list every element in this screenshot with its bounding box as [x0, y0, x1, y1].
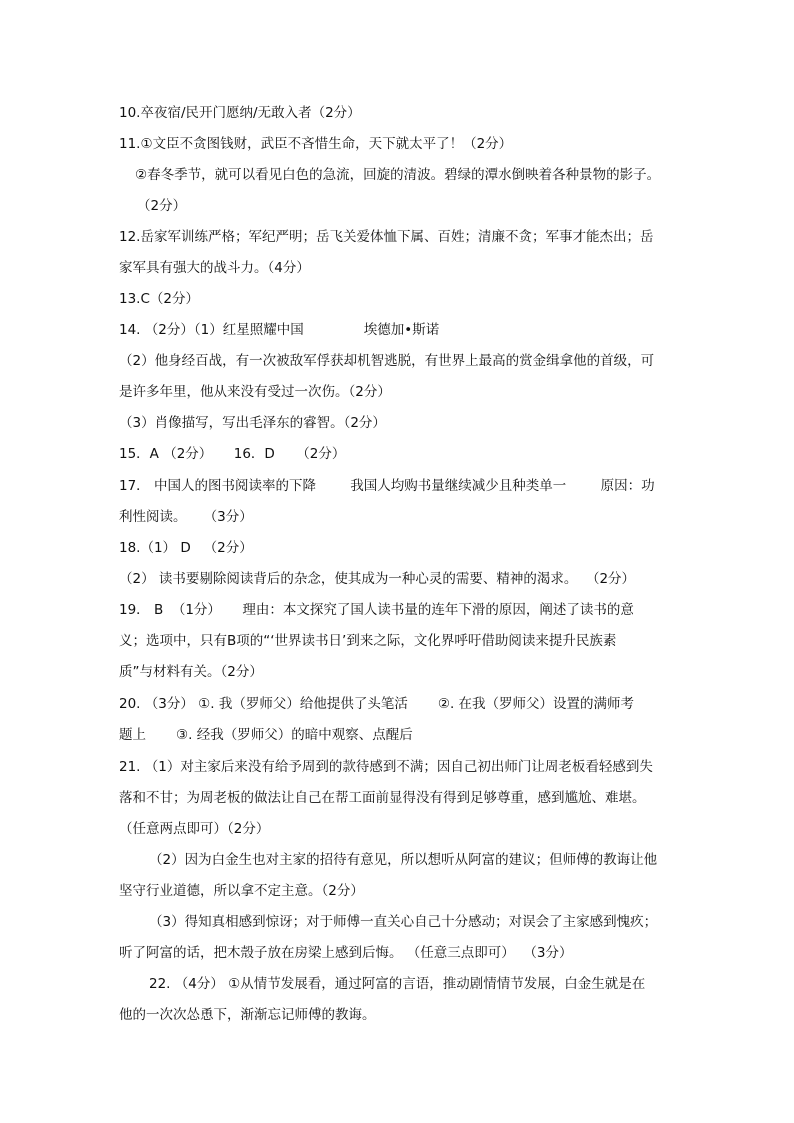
answer-line: （2）他身经百战，有一次被敌军俘获却机智逃脱，有世界上最高的赏金缉拿他的首级，可: [119, 353, 655, 369]
answer-line: 利性阅读。 （3分）: [119, 509, 253, 525]
answer-line: 20. （3分） ①. 我（罗师父）给他提供了头笔活 ②. 在我（罗师父）设置的满师考: [119, 696, 635, 712]
answer-line: 19． B （1分） 理由：本文探究了国人读书量的连年下滑的原因，阐述了读书的意: [119, 602, 634, 618]
answer-line: 10.卒夜宿/民开门愿纳/无敢入者（2分）: [119, 105, 361, 121]
answer-line: 义；选项中，只有B项的“‘世界读书日’到来之际，文化界呼吁借助阅读来提升民族素: [119, 633, 617, 649]
answer-line: （2分）: [137, 198, 187, 214]
answer-line: 听了阿富的话，把木殼子放在房梁上感到后悔。 （任意三点即可） （3分）: [119, 945, 573, 961]
answer-line: 题上 ③. 经我（罗师父）的暗中观察、点醒后: [119, 727, 413, 743]
answer-line: 质”与材料有关。（2分）: [119, 664, 263, 680]
answer-line: ②春冬季节，就可以看见白色的急流，回旋的清波。碧绿的潭水倒映着各种景物的影子。: [135, 167, 661, 183]
answer-line: （2） 读书要剔除阅读背后的杂念，使其成为一种心灵的需要、精神的渴求。 （2分）: [119, 571, 636, 587]
answer-line: 家军具有强大的战斗力。（4分）: [119, 260, 310, 276]
answer-line: （3）得知真相感到惊讶；对于师傅一直关心自己十分感动；对误会了主家感到愧疚；: [149, 914, 658, 930]
answer-line: 12.岳家军训练严格；军纪严明；岳飞关爱体恤下属、百姓；清廉不贪；军事才能杰出；岳: [119, 229, 654, 245]
answer-line: 18.（1） D （2分）: [119, 540, 253, 556]
answer-line: 15．A （2分） 16．D （2分）: [119, 446, 346, 462]
answer-line: 17． 中国人的图书阅读率的下降 我国人均购书量继续减少且种类单一 原因：功: [119, 478, 655, 494]
answer-line: 13.C（2分）: [119, 291, 199, 307]
answer-line: 14. （2分）（1）红星照耀中国 埃德加•斯诺: [119, 322, 440, 338]
answer-line: 11.①文臣不贪图钱财，武臣不吝惜生命，天下就太平了！（2分）: [119, 136, 513, 152]
answer-line: （3）肖像描写，写出毛泽东的睿智。（2分）: [119, 415, 386, 431]
answer-line: 他的一次次怂恿下，渐渐忘记师傅的教诲。: [119, 1007, 376, 1023]
answer-line: 21. （1）对主家后来没有给予周到的款待感到不满；因自己初出师门让周老板看轻感到失: [119, 759, 653, 775]
answer-line: （2）因为白金生也对主家的招待有意见，所以想听从阿富的建议；但师傅的教诲让他: [149, 852, 658, 868]
answer-line: 是许多年里，他从来没有受过一次伤。（2分）: [119, 384, 391, 400]
answer-line: （任意两点即可）（2分）: [119, 821, 270, 837]
answer-line: 落和不甘；为周老板的做法让自己在帮工面前显得没有得到足够尊重，感到尴尬、难堪。: [119, 790, 646, 806]
answer-line: 22. （4分） ①从情节发展看，通过阿富的言语，推动剧情情节发展，白金生就是在: [149, 976, 646, 992]
answer-line: 坚守行业道德，所以拿不定主意。（2分）: [119, 883, 364, 899]
